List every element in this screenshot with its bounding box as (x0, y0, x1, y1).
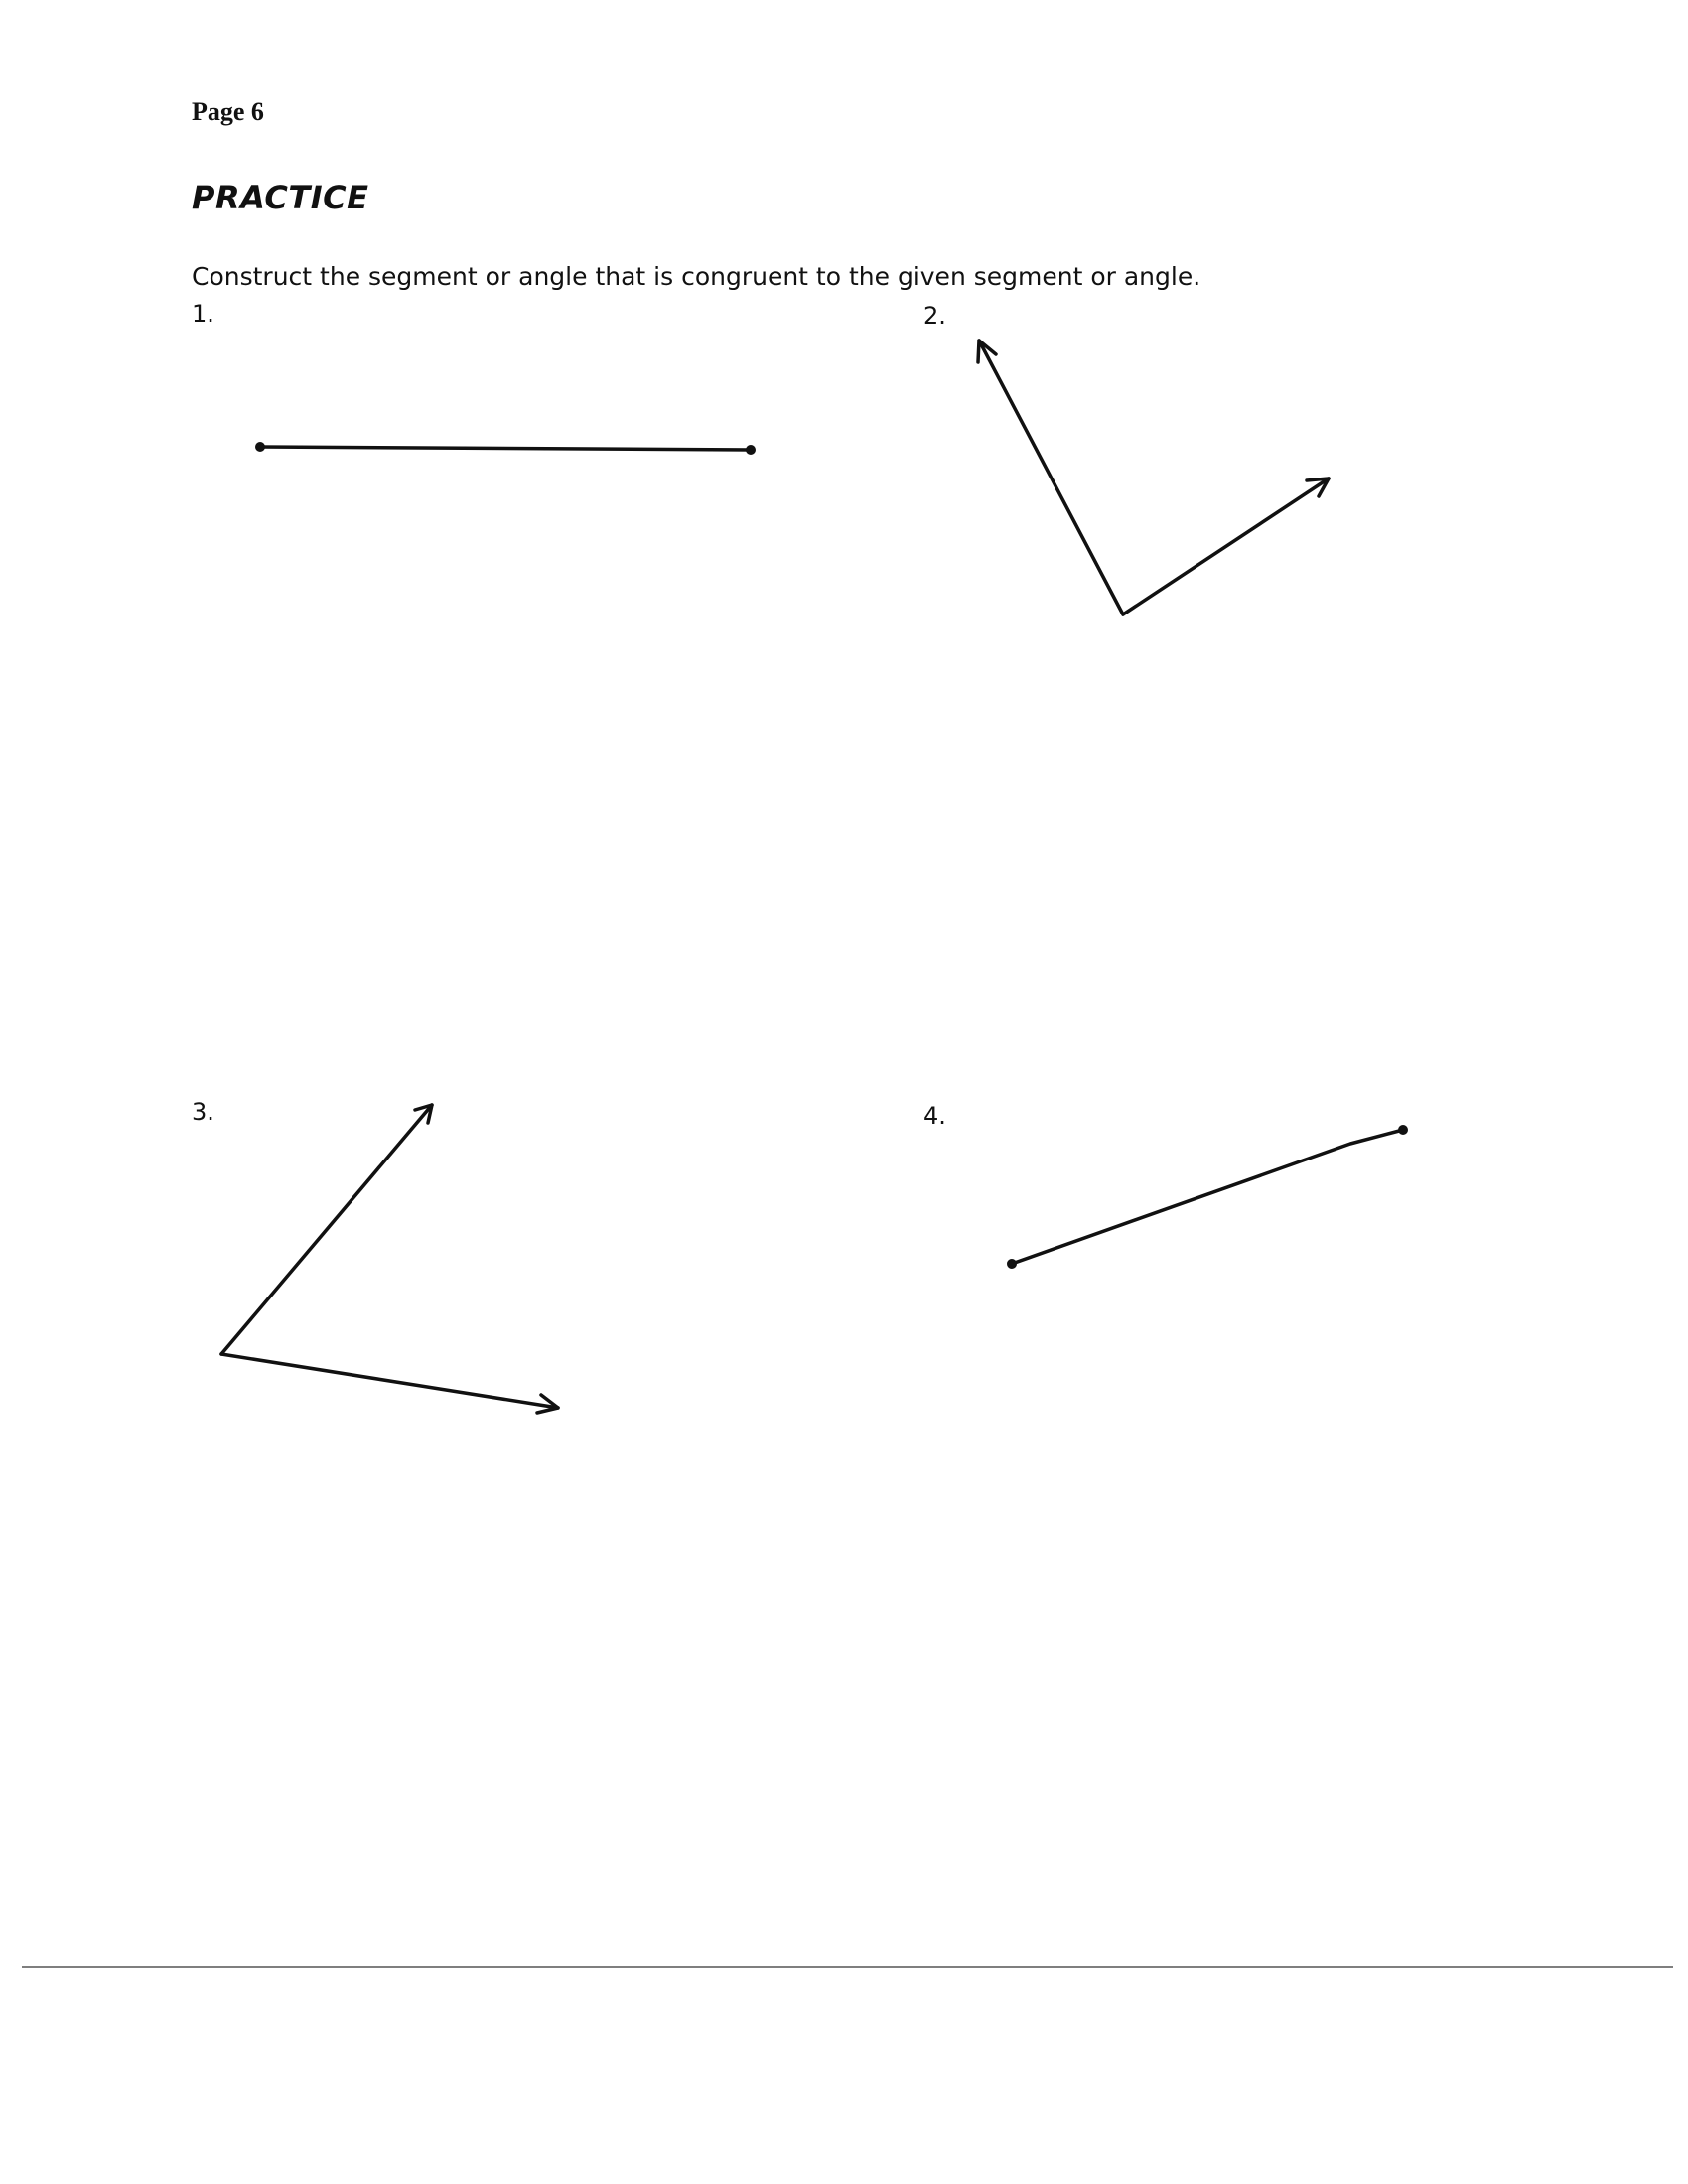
angle-ray (221, 1105, 432, 1354)
segment-endpoint (255, 442, 265, 452)
instructions-text: Construct the segment or angle that is congruent to the given segment or angle. (192, 262, 1201, 291)
problem-1-segment (255, 442, 756, 455)
segment-line (1012, 1130, 1403, 1264)
segment-endpoint (1398, 1125, 1408, 1135)
problem-2-angle (978, 341, 1329, 614)
angle-ray (221, 1354, 558, 1408)
angle-ray (1123, 478, 1329, 614)
problem-1-number: 1. (192, 300, 214, 328)
page-label: Page 6 (192, 97, 264, 126)
segment-endpoint (746, 445, 756, 455)
section-title: PRACTICE (192, 179, 369, 216)
problem-3-number: 3. (192, 1098, 214, 1126)
problem-4-number: 4. (923, 1102, 946, 1130)
problem-4-segment (1007, 1125, 1408, 1269)
problem-3-angle (221, 1105, 558, 1413)
segment-endpoint (1007, 1259, 1017, 1269)
problem-2-number: 2. (923, 302, 946, 330)
segment-line (260, 447, 751, 450)
angle-ray (979, 341, 1123, 614)
